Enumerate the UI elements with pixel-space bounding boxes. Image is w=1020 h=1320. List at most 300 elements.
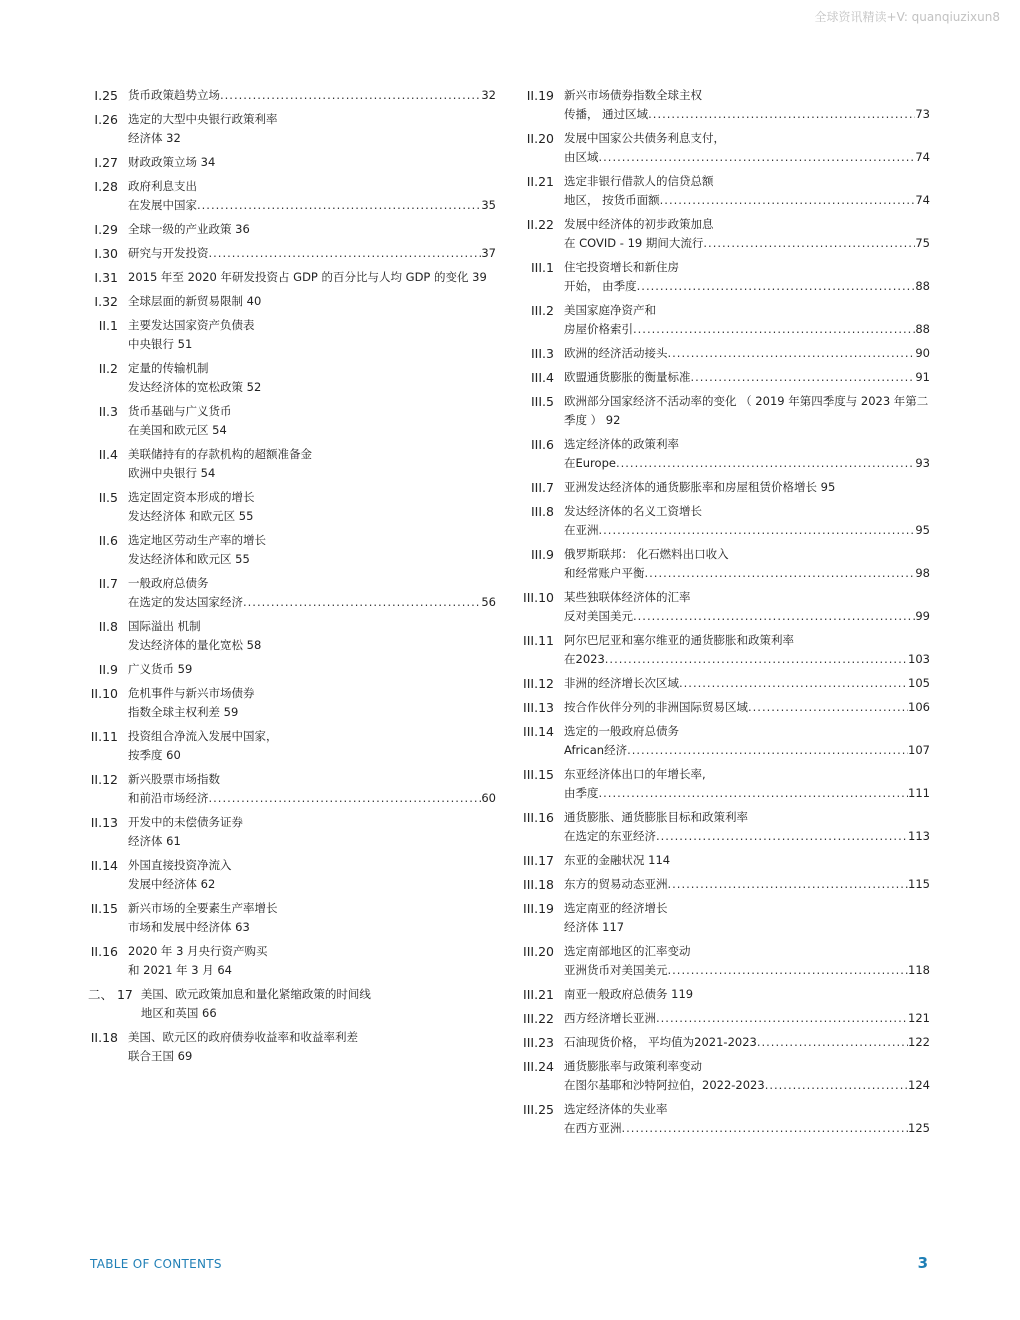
figure-title [564, 1009, 930, 1028]
page-ref: 32 [481, 88, 496, 102]
page-ref: 74 [915, 150, 930, 164]
dot-leader [765, 1076, 908, 1095]
toc-entry[interactable] [88, 813, 496, 851]
figure-number: III.20 [523, 944, 554, 959]
title-line: 新兴市场的全要素生产率增长 [128, 901, 278, 915]
title-line: 2015 年至 2020 年研发投资占 GDP 的百分比与人均 GDP 的变化 39 [128, 270, 487, 284]
figure-title [128, 617, 496, 655]
page-ref: 37 [481, 246, 496, 260]
figure-title [128, 177, 496, 215]
title-line: 货币政策趋势立场 [128, 88, 220, 102]
page-ref: 111 [908, 786, 930, 800]
title-line: 欧洲的经济活动接头 [564, 346, 668, 360]
toc-entry[interactable] [520, 215, 930, 253]
title-line: 选定固定资本形成的增长 [128, 490, 255, 504]
figure-number: II.21 [526, 174, 554, 189]
toc-entry[interactable] [88, 985, 496, 1023]
title-line: 选定经济体的政策利率 [564, 437, 679, 451]
title-line: 住宅投资增长和新住房 [564, 260, 679, 274]
dot-leader [220, 86, 481, 105]
dot-leader [703, 234, 915, 253]
title-line: 按季度 60 [128, 748, 181, 762]
dot-leader [197, 196, 481, 215]
toc-entry[interactable] [520, 851, 930, 870]
title-line: 发展中经济体的初步政策加息 [564, 217, 714, 231]
toc-entry[interactable] [520, 1057, 930, 1095]
title-line: 新兴股票市场指数 [128, 772, 220, 786]
dot-leader [633, 320, 915, 339]
figure-number: III.7 [531, 480, 554, 495]
figure-number: III.14 [523, 724, 554, 739]
title-line: 外国直接投资净流入 [128, 858, 232, 872]
page-ref: 73 [915, 107, 930, 121]
figure-number: III.25 [523, 1102, 554, 1117]
dot-leader [691, 368, 916, 387]
toc-entry[interactable] [520, 631, 930, 669]
figure-number: III.6 [531, 437, 554, 452]
figure-title [564, 344, 930, 363]
title-line: 投资组合净流入发展中国家， [128, 729, 278, 743]
figure-title [128, 531, 496, 569]
figure-number: I.30 [94, 246, 118, 261]
toc-entry[interactable] [88, 574, 496, 612]
title-line: 2020 年 3 月央行资产购买 [128, 944, 268, 958]
figure-number: II.16 [90, 944, 118, 959]
title-line: 在亚洲 [564, 523, 599, 537]
watermark: 全球资讯精读+V: quanqiuzixun8 [814, 10, 1000, 24]
page-ref: 99 [915, 609, 930, 623]
toc-entry[interactable] [520, 172, 930, 210]
figure-number: III.18 [523, 877, 554, 892]
toc-entry[interactable] [88, 531, 496, 569]
title-line: 政府利息支出 [128, 179, 197, 193]
toc-entry[interactable] [88, 488, 496, 526]
dot-leader [679, 674, 908, 693]
page-ref: 121 [908, 1011, 930, 1025]
figure-number: II.6 [98, 533, 118, 548]
toc-entry[interactable] [88, 445, 496, 483]
toc-entry[interactable] [520, 301, 930, 339]
figure-number: I.27 [94, 155, 118, 170]
figure-title [564, 368, 930, 387]
figure-number: II.11 [90, 729, 118, 744]
toc-entry[interactable] [520, 1009, 930, 1028]
figure-number: III.21 [523, 987, 554, 1002]
toc-entry[interactable] [88, 244, 496, 263]
title-line: 开发中的未偿债务证券 [128, 815, 243, 829]
figure-number: III.2 [531, 303, 554, 318]
title-line: 欧盟通货膨胀的衡量标准 [564, 370, 691, 384]
figure-title [128, 574, 496, 612]
title-line: 选定经济体的失业率 [564, 1102, 668, 1116]
figure-number: III.5 [531, 394, 554, 409]
title-line: 某些独联体经济体的汇率 [564, 590, 691, 604]
title-line: 季度 ） 92 [564, 413, 621, 427]
figure-title [564, 129, 930, 167]
page-ref: 98 [915, 566, 930, 580]
title-line: 石油现货价格， 平均值为2021-2023 [564, 1035, 757, 1049]
figure-title [564, 1100, 930, 1138]
figure-title [128, 488, 496, 526]
toc-entry[interactable] [520, 545, 930, 583]
title-line: 研究与开发投资 [128, 246, 209, 260]
figure-title [564, 875, 930, 894]
footer-section-label: TABLE OF CONTENTS [90, 1257, 222, 1271]
figure-number: II.5 [98, 490, 118, 505]
toc-entry[interactable] [88, 660, 496, 679]
figure-title [564, 942, 930, 980]
title-line: 全球一级的产业政策 36 [128, 222, 250, 236]
toc-entry[interactable] [88, 942, 496, 980]
figure-number: II.18 [90, 1030, 118, 1045]
toc-entry[interactable] [520, 722, 930, 760]
toc-entry[interactable] [88, 899, 496, 937]
figure-number: II.2 [98, 361, 118, 376]
figure-title [128, 244, 496, 263]
figure-title [128, 942, 496, 980]
figure-title [564, 215, 930, 253]
figure-title [128, 402, 496, 440]
figure-number: II.7 [98, 576, 118, 591]
page-ref: 74 [915, 193, 930, 207]
figure-number: II.3 [98, 404, 118, 419]
toc-entry[interactable] [520, 129, 930, 167]
toc-column-right [520, 86, 930, 1143]
title-line: 南亚一般政府总债务 119 [564, 987, 694, 1001]
figure-title [564, 985, 930, 1004]
figure-number: III.11 [523, 633, 554, 648]
toc-entry[interactable] [88, 177, 496, 215]
page-ref: 93 [915, 456, 930, 470]
figure-title [564, 1057, 930, 1095]
toc-entry[interactable] [88, 268, 496, 287]
figure-title [141, 985, 496, 1023]
figure-number: III.9 [531, 547, 554, 562]
title-line: 美国、欧元政策加息和量化紧缩政策的时间线 [140, 987, 371, 1001]
figure-title [564, 674, 930, 693]
dot-leader [605, 650, 908, 669]
toc-entry[interactable] [520, 588, 930, 626]
toc-entry[interactable] [88, 770, 496, 808]
toc-entry[interactable] [88, 617, 496, 655]
title-line: 反对美国美元 [564, 609, 633, 623]
page-ref: 88 [915, 279, 930, 293]
toc-entry[interactable] [88, 110, 496, 148]
toc-entry[interactable] [520, 392, 930, 430]
title-line: 经济体 117 [564, 920, 625, 934]
figure-title [128, 660, 496, 679]
page-ref: 56 [481, 595, 496, 609]
figure-title [128, 268, 496, 287]
toc-entry[interactable] [88, 856, 496, 894]
title-line: 开始， 由季度 [564, 279, 637, 293]
toc-entry[interactable] [88, 1028, 496, 1066]
dot-leader [668, 961, 909, 980]
title-line: 联合王国 69 [128, 1049, 193, 1063]
title-line: 全球层面的新贸易限制 40 [128, 294, 262, 308]
dot-leader [645, 564, 916, 583]
figure-number: II.19 [526, 88, 554, 103]
figure-title [128, 292, 496, 311]
figure-title [564, 392, 930, 430]
title-line: 主要发达国家资产负债表 [128, 318, 255, 332]
title-line: 在选定的发达国家经济 [128, 595, 243, 609]
title-line: African经济 [564, 743, 628, 757]
toc-entry[interactable] [520, 368, 930, 387]
title-line: 货币基础与广义货币 [128, 404, 232, 418]
dot-leader [668, 344, 916, 363]
toc-entry[interactable] [520, 435, 930, 473]
figure-number: II.13 [90, 815, 118, 830]
figure-title [564, 631, 930, 669]
figure-number: II.10 [90, 686, 118, 701]
title-line: 通货膨胀、通货膨胀目标和政策利率 [564, 810, 748, 824]
figure-title [564, 172, 930, 210]
title-line: 西方经济增长亚洲 [564, 1011, 656, 1025]
page-ref: 91 [915, 370, 930, 384]
figure-number: III.12 [523, 676, 554, 691]
toc-entry[interactable] [520, 502, 930, 540]
title-line: 选定南部地区的汇率变动 [564, 944, 691, 958]
figure-title [128, 86, 496, 105]
page-ref: 90 [915, 346, 930, 360]
title-line: 发达经济体的量化宽松 58 [128, 638, 262, 652]
title-line: 经济体 61 [128, 834, 181, 848]
figure-title [564, 588, 930, 626]
page-ref: 95 [915, 523, 930, 537]
figure-number: III.17 [523, 853, 554, 868]
dot-leader [748, 698, 908, 717]
title-line: 地区和英国 66 [140, 1006, 217, 1020]
title-line: 在选定的东亚经济 [564, 829, 656, 843]
figure-number: II.4 [98, 447, 118, 462]
page-number: 3 [917, 1254, 928, 1272]
title-line: 危机事件与新兴市场债券 [128, 686, 255, 700]
title-line: 美国家庭净资产和 [564, 303, 656, 317]
title-line: 定量的传输机制 [128, 361, 209, 375]
title-line: 由季度 [564, 786, 599, 800]
title-line: 由区域 [564, 150, 599, 164]
title-line: 发展中国家公共债务利息支付， [564, 131, 725, 145]
title-line: 亚洲货币对美国美元 [564, 963, 668, 977]
figure-number: III.16 [523, 810, 554, 825]
dot-leader [656, 827, 908, 846]
title-line: 在西方亚洲 [564, 1121, 622, 1135]
dot-leader [599, 148, 916, 167]
figure-title [128, 153, 496, 172]
title-line: 发达经济体 和欧元区 55 [128, 509, 254, 523]
page-ref: 60 [481, 791, 496, 805]
toc-entry[interactable] [520, 985, 930, 1004]
figure-number: III.4 [531, 370, 554, 385]
figure-title [564, 435, 930, 473]
toc-entry[interactable] [520, 344, 930, 363]
title-line: 传播， 通过区域 [564, 107, 649, 121]
title-line: 广义货币 59 [128, 662, 193, 676]
page-ref: 35 [481, 198, 496, 212]
figure-title [128, 445, 496, 483]
dot-leader [627, 741, 908, 760]
figure-title [128, 684, 496, 722]
title-line: 选定非银行借款人的信贷总额 [564, 174, 714, 188]
toc-entry[interactable] [88, 292, 496, 311]
title-line: 东方的贸易动态亚洲 [564, 877, 668, 891]
figure-number: I.26 [94, 112, 118, 127]
toc-entry[interactable] [88, 359, 496, 397]
title-line: 一般政府总债务 [128, 576, 209, 590]
figure-title [128, 110, 496, 148]
toc-entry[interactable] [520, 258, 930, 296]
toc-entry[interactable] [520, 765, 930, 803]
dot-leader [599, 521, 916, 540]
toc-entry[interactable] [88, 316, 496, 354]
page-ref: 105 [908, 676, 930, 690]
figure-number: III.3 [531, 346, 554, 361]
dot-leader [660, 191, 916, 210]
figure-title [128, 813, 496, 851]
page-ref: 103 [908, 652, 930, 666]
title-line: 发达经济体的宽松政策 52 [128, 380, 262, 394]
page-ref: 115 [908, 877, 930, 891]
figure-number: III.8 [531, 504, 554, 519]
page-ref: 106 [908, 700, 930, 714]
title-line: 欧洲部分国家经济不活动率的变化 （ 2019 年第四季度与 2023 年第二 [564, 394, 929, 408]
title-line: 按合作伙伴分列的非洲国际贸易区域 [564, 700, 748, 714]
figure-number: III.10 [523, 590, 554, 605]
figure-number: III.22 [523, 1011, 554, 1026]
page-ref: 122 [908, 1035, 930, 1049]
title-line: 东亚经济体出口的年增长率, [564, 767, 706, 781]
figure-title [564, 765, 930, 803]
figure-title [564, 808, 930, 846]
toc-entry[interactable] [520, 875, 930, 894]
figure-title [564, 258, 930, 296]
figure-number: I.28 [94, 179, 118, 194]
figure-number: II.22 [526, 217, 554, 232]
title-line: 国际溢出 机制 [128, 619, 201, 633]
page-ref: 124 [908, 1078, 930, 1092]
dot-leader [243, 593, 481, 612]
title-line: 在美国和欧元区 54 [128, 423, 227, 437]
toc-entry[interactable] [520, 1100, 930, 1138]
dot-leader [209, 789, 482, 808]
toc-entry[interactable] [520, 899, 930, 937]
figure-title [128, 727, 496, 765]
page-ref: 113 [908, 829, 930, 843]
figure-number: I.29 [94, 222, 118, 237]
title-line: 经济体 32 [128, 131, 181, 145]
dot-leader [637, 277, 916, 296]
figure-number: I.25 [94, 88, 118, 103]
page-ref: 88 [915, 322, 930, 336]
title-line: 和经常账户平衡 [564, 566, 645, 580]
title-line: 选定的一般政府总债务 [564, 724, 679, 738]
toc-entry[interactable] [88, 220, 496, 239]
figure-title [128, 770, 496, 808]
figure-number: III.19 [523, 901, 554, 916]
dot-leader [599, 784, 909, 803]
figure-title [128, 1028, 496, 1066]
title-line: 发达经济体和欧元区 55 [128, 552, 250, 566]
title-line: 地区， 按货币面额 [564, 193, 660, 207]
figure-title [564, 1033, 930, 1052]
toc-entry[interactable] [88, 727, 496, 765]
figure-number: I.31 [94, 270, 118, 285]
page-ref: 107 [908, 743, 930, 757]
title-line: 亚洲发达经济体的通货膨胀率和房屋租赁价格增长 95 [564, 480, 836, 494]
figure-number: III.24 [523, 1059, 554, 1074]
figure-number: II.15 [90, 901, 118, 916]
figure-number: 二、 17 [88, 987, 133, 1002]
title-line: 发达经济体的名义工资增长 [564, 504, 702, 518]
title-line: 东亚的金融状况 114 [564, 853, 671, 867]
figure-number: II.1 [98, 318, 118, 333]
toc-entry[interactable] [88, 402, 496, 440]
toc-entry[interactable] [88, 86, 496, 105]
toc-entry[interactable] [520, 674, 930, 693]
figure-title [128, 856, 496, 894]
title-line: 和 2021 年 3 月 64 [128, 963, 232, 977]
title-line: 在2023 [564, 652, 605, 666]
figure-title [564, 698, 930, 717]
toc-entry[interactable] [88, 684, 496, 722]
dot-leader [209, 244, 482, 263]
figure-number: I.32 [94, 294, 118, 309]
figure-title [564, 545, 930, 583]
title-line: 俄罗斯联邦： 化石燃料出口收入 [564, 547, 729, 561]
toc-entry[interactable] [520, 478, 930, 497]
title-line: 房屋价格索引 [564, 322, 633, 336]
toc-entry[interactable] [520, 698, 930, 717]
title-line: 美国、欧元区的政府债券收益率和收益率利差 [128, 1030, 358, 1044]
title-line: 财政政策立场 34 [128, 155, 216, 169]
title-line: 发展中经济体 62 [128, 877, 216, 891]
page-ref: 75 [915, 236, 930, 250]
title-line: 新兴市场债券指数全球主权 [564, 88, 702, 102]
page-ref: 118 [908, 963, 930, 977]
figure-title [128, 220, 496, 239]
figure-title [564, 502, 930, 540]
dot-leader [616, 454, 915, 473]
toc-entry[interactable] [520, 1033, 930, 1052]
title-line: 和前沿市场经济 [128, 791, 209, 805]
dot-leader [622, 1119, 909, 1138]
toc-entry[interactable] [520, 86, 930, 124]
dot-leader [648, 105, 915, 124]
toc-entry[interactable] [88, 153, 496, 172]
title-line: 选定的大型中央银行政策利率 [128, 112, 278, 126]
figure-title [564, 86, 930, 124]
title-line: 选定地区劳动生产率的增长 [128, 533, 266, 547]
title-line: 选定南亚的经济增长 [564, 901, 668, 915]
figure-title [128, 316, 496, 354]
figure-title [128, 359, 496, 397]
figure-title [128, 899, 496, 937]
dot-leader [633, 607, 915, 626]
dot-leader [668, 875, 909, 894]
figure-number: II.12 [90, 772, 118, 787]
figure-title [564, 851, 930, 870]
figure-number: II.14 [90, 858, 118, 873]
title-line: 在Europe [564, 456, 616, 470]
title-line: 在发展中国家 [128, 198, 197, 212]
figure-number: III.13 [523, 700, 554, 715]
toc-entry[interactable] [520, 808, 930, 846]
figure-number: II.9 [98, 662, 118, 677]
dot-leader [656, 1009, 908, 1028]
toc-column-left [88, 86, 496, 1071]
toc-entry[interactable] [520, 942, 930, 980]
